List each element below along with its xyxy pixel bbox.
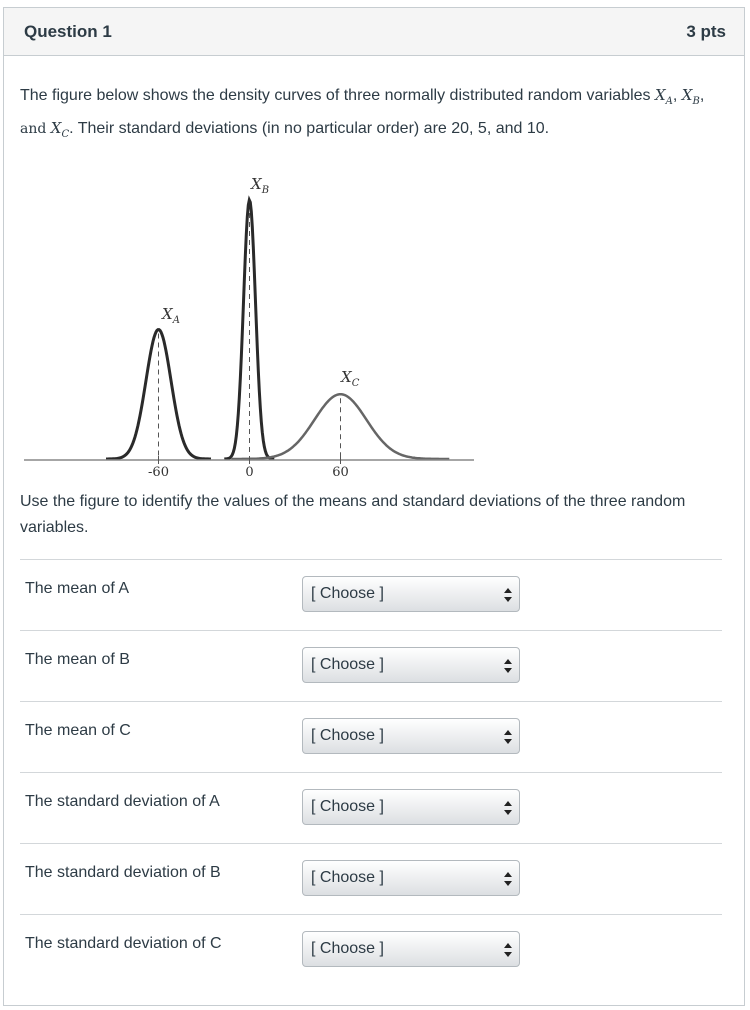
tick-label: 0 [245, 465, 254, 480]
question-title: Question 1 [24, 22, 112, 41]
answer-select-value: [ Choose ] [311, 798, 384, 815]
answer-select-value: [ Choose ] [311, 656, 384, 673]
answer-select[interactable] [302, 718, 520, 754]
updown-arrows-icon [503, 870, 513, 888]
instruction-text: Use the figure to identify the values of the means and standard deviations of the three random variables. [20, 493, 686, 536]
answer-select-value: [ Choose ] [311, 940, 384, 957]
density-figure [20, 172, 480, 484]
answer-select[interactable] [302, 860, 520, 896]
answer-row-label: The standard deviation of B [25, 864, 221, 881]
var-xa: $X_A$ [654, 86, 673, 107]
intro-text-after: . Their standard deviations (in no particular order) are 20, 5, and 10. [69, 120, 550, 137]
answer-select-value: [ Choose ] [311, 869, 384, 886]
var-xb: $X_B$ [681, 86, 700, 107]
updown-arrows-icon [503, 941, 513, 959]
question-header [4, 8, 744, 56]
question-points: 3 pts [686, 22, 726, 41]
answer-row-label: The standard deviation of A [25, 793, 220, 810]
label-xa: $X_A$ [162, 305, 180, 326]
answer-select[interactable] [302, 647, 520, 683]
tick-label: 60 [332, 465, 349, 480]
answer-row [20, 843, 722, 914]
tick-label: -60 [148, 465, 169, 480]
answer-row [20, 630, 722, 701]
question-intro: The figure below shows the density curves of three normally distributed random variables $X_A$, $X_B$, and $X_C$. Their standard deviations (in no particular order) are 20, 5, and 10. [20, 86, 705, 140]
answer-rows [20, 559, 722, 985]
answer-select[interactable] [302, 931, 520, 967]
label-xc: $X_C$ [341, 368, 360, 389]
answer-row [20, 701, 722, 772]
answer-select-value: [ Choose ] [311, 727, 384, 744]
answer-row [20, 914, 722, 985]
var-and: and [20, 121, 47, 137]
label-xb: $X_B$ [251, 175, 270, 196]
answer-row [20, 772, 722, 843]
density-curves [106, 200, 449, 459]
answer-row-label: The standard deviation of C [25, 935, 222, 952]
answer-select-value: [ Choose ] [311, 585, 384, 602]
answer-row-label: The mean of C [25, 722, 131, 739]
updown-arrows-icon [503, 657, 513, 675]
var-xc: $X_C$ [50, 119, 70, 140]
updown-arrows-icon [503, 728, 513, 746]
answer-row [20, 559, 722, 630]
updown-arrows-icon [503, 586, 513, 604]
updown-arrows-icon [503, 799, 513, 817]
intro-text-before: The figure below shows the density curves of three normally distributed random variables [20, 87, 655, 104]
answer-select[interactable] [302, 576, 520, 612]
answer-row-label: The mean of B [25, 651, 130, 668]
answer-select[interactable] [302, 789, 520, 825]
density-curve-xa [106, 330, 211, 459]
answer-row-label: The mean of A [25, 580, 130, 597]
